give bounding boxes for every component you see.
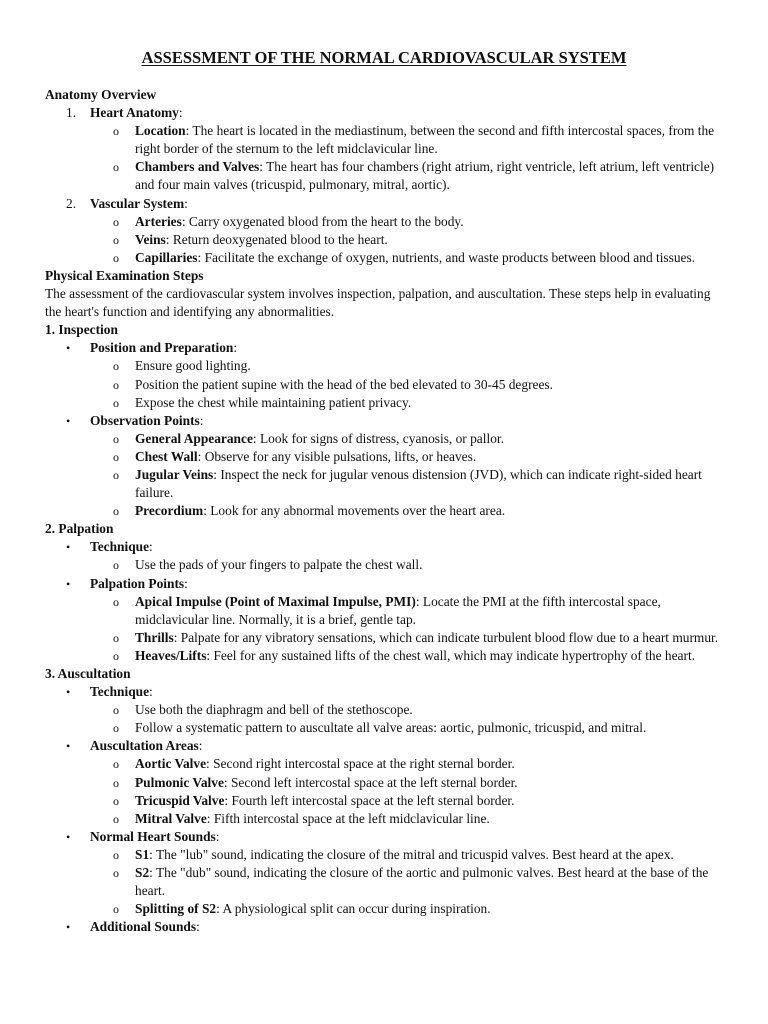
circle-bullet-icon: o [113,395,119,410]
bullet-palpation-points: • Palpation Points: [90,575,725,593]
item-label: Palpation Points [90,575,185,591]
sub-item-s2 [113,864,725,900]
item-text: Use the pads of your fingers to palpate the chest wall. [135,557,423,573]
circle-bullet-icon: o [113,449,119,464]
item-text: : Inspect the neck for jugular venous distension (JVD), which can indicate right-sided heart failure. [135,466,702,501]
item-label: Normal Heart Sounds [90,828,216,844]
bullet-icon: • [66,576,71,591]
item-text: : Fifth intercostal space at the left midclavicular line. [206,810,490,826]
circle-bullet-icon: o [113,377,119,392]
item-text: : Look for any abnormal movements over the heart area. [203,503,506,519]
sub-item-apical-impulse [113,593,725,629]
item-text: : The heart has four chambers (right atrium, right ventricle, left atrium, left ventricle) and four main valves (tricuspid, pulmonary, mitral, aortic). [135,159,715,193]
item-text: : Return deoxygenated blood to the heart. [165,231,388,247]
bullet-additional-sounds: • Additional Sounds: [90,918,725,936]
item-label: Veins [135,231,166,247]
item-text: Ensure good lighting. [135,358,251,374]
sub-item-jugular-veins [113,466,725,502]
item-label: Tricuspid Valve [135,792,225,808]
circle-bullet-icon: o [113,359,119,374]
bullet-icon: • [66,829,71,844]
item-label: Apical Impulse (Point of Maximal Impulse, PMI) [135,593,416,609]
item-label: Arteries [135,213,182,229]
item-label: S1 [135,846,150,862]
sub-item-location [113,122,725,158]
item-text: : The "dub" sound, indicating the closure of the aortic and pulmonic valves. Best heard at the base of the heart. [135,865,709,899]
circle-bullet-icon: o [113,214,119,229]
item-text: : Fourth left intercostal space at the left sternal border. [224,792,515,808]
sub-item-capillaries [113,249,725,267]
item-text: : Second left intercostal space at the left sternal border. [223,774,518,790]
circle-bullet-icon: o [113,721,119,736]
document-title: ASSESSMENT OF THE NORMAL CARDIOVASCULAR SYSTEM [141,48,627,67]
sub-item-arteries [113,213,725,231]
item-text: : Carry oxygenated blood from the heart to the body. [181,213,464,229]
section-heading-auscultation: 3. Auscultation [45,666,131,681]
bullet-auscultation-technique: • Technique: [90,683,725,701]
item-label: Heaves/Lifts [135,647,207,663]
sub-item-mitral-valve [113,810,725,828]
sub-item-general-appearance [113,430,725,448]
sub-item-heaves-lifts [113,647,725,665]
item-text: : The "lub" sound, indicating the closure of the mitral and tricuspid valves. Best heard at the apex. [149,846,674,862]
bullet-icon: • [66,413,71,428]
section-heading-inspection: 1. Inspection [45,322,118,338]
bullet-palpation-technique: • Technique: [90,538,725,556]
sub-item-s1 [113,846,725,864]
list-number: 1. [66,105,77,121]
bullet-icon: • [66,341,71,356]
document-body [45,86,725,936]
item-label: Additional Sounds [90,919,197,935]
circle-bullet-icon: o [113,775,119,790]
numbered-item-heart-anatomy: 1. Heart Anatomy: [90,104,725,122]
item-label: Vascular System [90,195,185,211]
item-label: S2 [135,865,150,881]
item-text: Follow a systematic pattern to auscultate all valve areas: aortic, pulmonic, tricuspid, and mitral. [135,720,647,736]
circle-bullet-icon: o [113,648,119,663]
sub-item-thrills [113,629,725,647]
circle-bullet-icon: o [113,866,119,881]
item-label: Technique [90,539,150,555]
item-label: Precordium [135,503,204,519]
sub-item-pulmonic-valve [113,774,725,792]
bullet-icon: • [66,739,71,754]
item-text: Position the patient supine with the head of the bed elevated to 30-45 degrees. [135,376,553,392]
bullet-observation-points: • Observation Points: [90,412,725,430]
circle-bullet-icon: o [113,630,119,645]
list-item [113,556,725,574]
item-text: : The heart is located in the mediastinum, between the second and fifth intercostal spaces, from the right border of the sternum to the left midclavicular line. [135,123,715,157]
item-text: : Second right intercostal space at the right sternal border. [206,756,515,772]
list-item [113,394,725,412]
item-text: : Look for signs of distress, cyanosis, or pallor. [252,430,504,446]
circle-bullet-icon: o [113,504,119,519]
circle-bullet-icon: o [113,250,119,265]
circle-bullet-icon: o [113,811,119,826]
item-text: : Feel for any sustained lifts of the chest wall, which may indicate hypertrophy of the heart. [206,647,696,663]
item-label: Chambers and Valves [135,159,260,175]
sub-item-veins [113,231,725,249]
sub-item-splitting-s2 [113,900,725,918]
item-label: Splitting of S2 [135,901,217,917]
item-text: Use both the diaphragm and bell of the stethoscope. [135,702,413,718]
section-heading-exam: Physical Examination Steps [45,267,204,283]
circle-bullet-icon: o [113,467,119,482]
item-label: Position and Preparation [90,340,234,356]
circle-bullet-icon: o [113,232,119,247]
item-text: : Observe for any visible pulsations, lifts, or heaves. [197,448,477,464]
item-label: Capillaries [135,249,198,265]
item-label: General Appearance [135,430,253,446]
item-text: : Palpate for any vibratory sensations, which can indicate turbulent blood flow due to a heart murmur. [173,629,719,645]
sub-item-tricuspid-valve [113,792,725,810]
item-label: Observation Points [90,412,200,428]
circle-bullet-icon: o [113,847,119,862]
item-label: Technique [90,684,150,700]
item-label: Thrills [135,629,174,645]
item-label: Jugular Veins [135,466,214,482]
item-text: : A physiological split can occur during inspiration. [216,901,491,917]
list-item [113,357,725,375]
section-heading-anatomy: Anatomy Overview [45,87,157,102]
circle-bullet-icon: o [113,124,119,139]
item-label: Mitral Valve [135,810,207,826]
list-item [113,719,725,737]
item-label: Heart Anatomy [90,105,179,121]
list-item [113,376,725,394]
circle-bullet-icon: o [113,757,119,772]
section-heading-palpation: 2. Palpation [45,521,114,537]
bullet-position-preparation: • Position and Preparation: [90,339,725,357]
bullet-auscultation-areas: • Auscultation Areas: [90,737,725,755]
circle-bullet-icon: o [113,594,119,609]
sub-item-aortic-valve [113,755,725,773]
sub-item-precordium [113,502,725,520]
list-number: 2. [66,195,77,211]
circle-bullet-icon: o [113,902,119,917]
circle-bullet-icon: o [113,558,119,573]
item-label: Pulmonic Valve [135,774,224,790]
circle-bullet-icon: o [113,793,119,808]
sub-item-chambers [113,158,725,194]
item-label: Auscultation Areas [90,738,199,754]
bullet-icon: • [66,540,71,555]
item-text: : Locate the PMI at the fifth intercostal space, midclavicular line. Normally, it is a brief, gentle tap. [135,593,661,627]
bullet-icon: • [66,685,71,700]
sub-item-chest-wall [113,448,725,466]
item-text: : Facilitate the exchange of oxygen, nutrients, and waste products between blood and tissues. [197,249,696,265]
circle-bullet-icon: o [113,160,119,175]
circle-bullet-icon: o [113,703,119,718]
intro-paragraph: The assessment of the cardiovascular system involves inspection, palpation, and auscultation. These steps help in evaluating the heart's function and identifying any abnormalities. [45,286,711,320]
bullet-icon: • [66,920,71,935]
circle-bullet-icon: o [113,431,119,446]
bullet-normal-heart-sounds: • Normal Heart Sounds: [90,828,725,846]
numbered-item-vascular-system: 2. Vascular System: [90,195,725,213]
item-label: Location [135,123,186,139]
item-label: Aortic Valve [135,756,207,772]
item-label: Chest Wall [135,448,198,464]
list-item [113,701,725,719]
item-text: Expose the chest while maintaining patient privacy. [135,394,412,410]
